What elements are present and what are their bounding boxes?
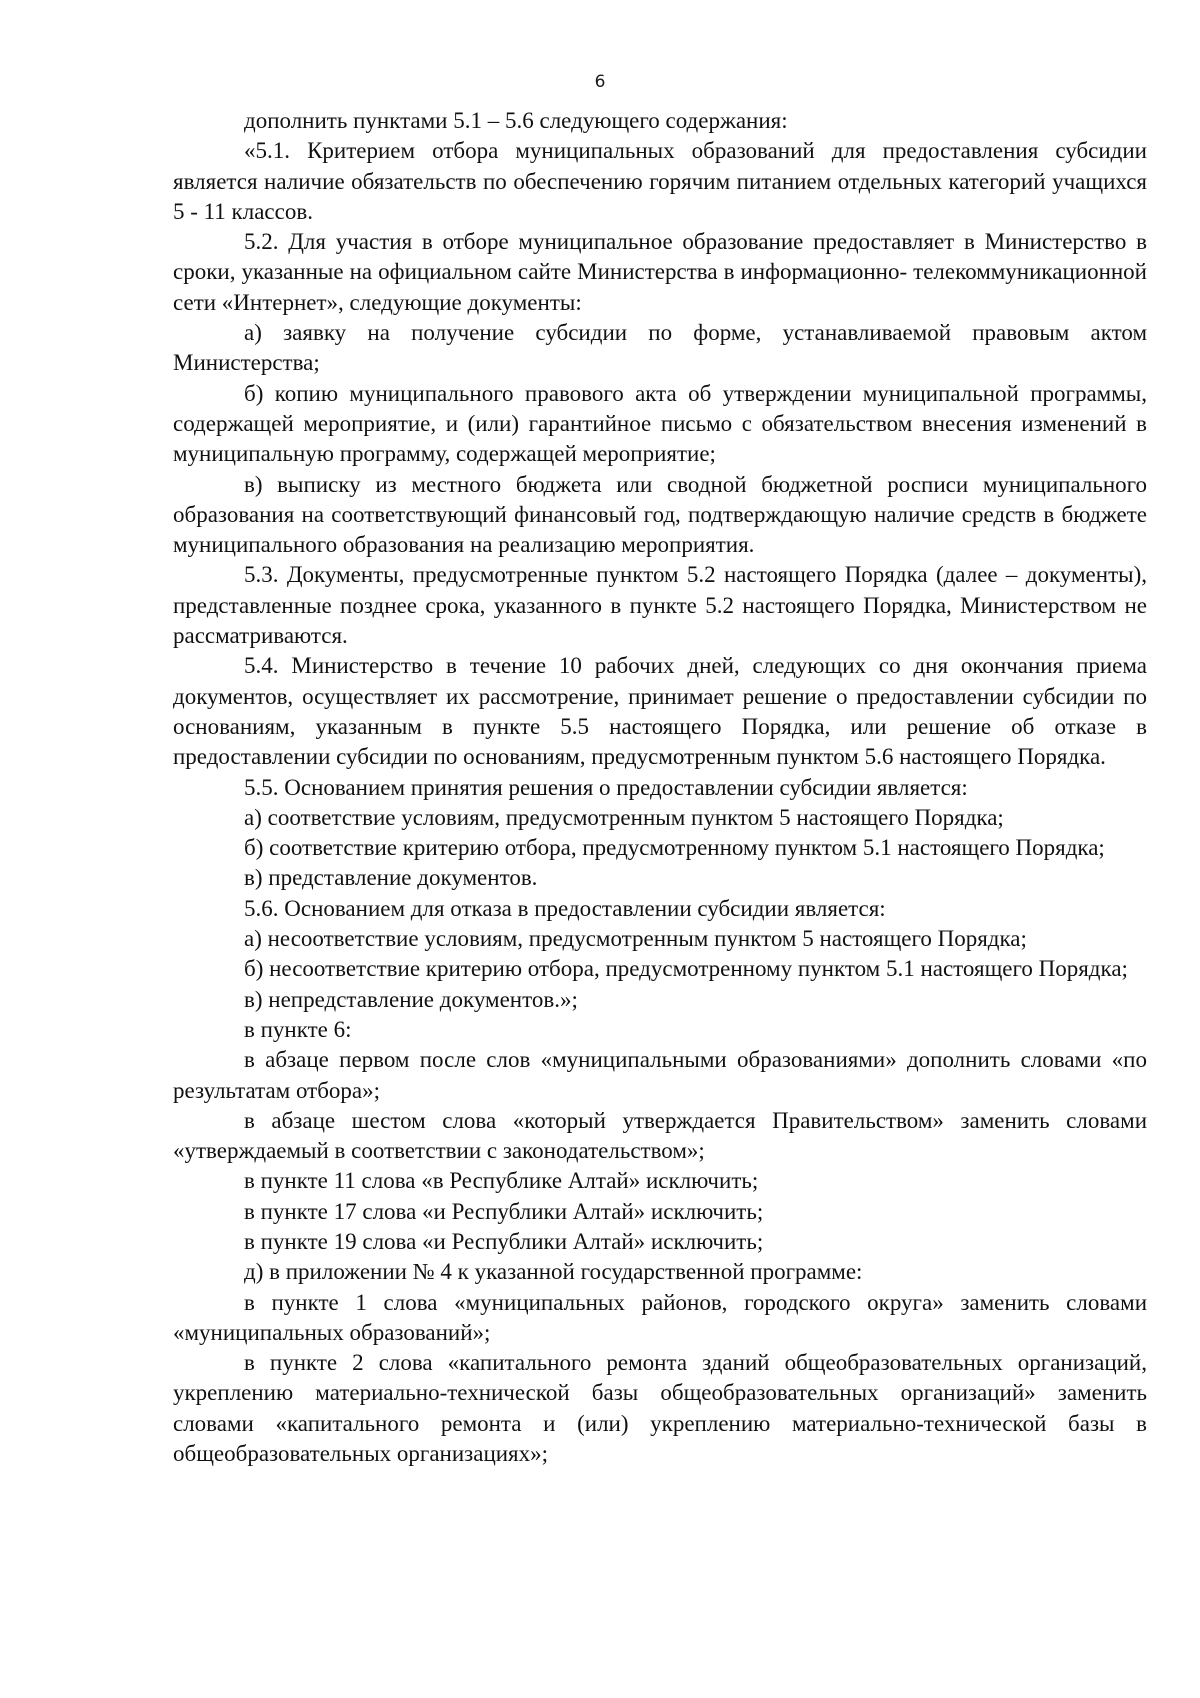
paragraph: в пункте 2 слова «капитального ремонта зданий общеобразовательных организаций, укреплению материально-технической базы общеобразовательных организаций» заменить словами «капитального ремонта и (или) укреплению материально-технической базы в общеобразовательных организациях»; <box>173 1350 1147 1467</box>
document-body <box>173 106 1147 1469</box>
paragraph: в пункте 17 слова «и Республики Алтай» исключить; <box>244 1198 764 1224</box>
page-number: 6 <box>594 72 606 92</box>
paragraph: 5.5. Основанием принятия решения о предоставлении субсидии является: <box>244 774 968 800</box>
paragraph: а) несоответствие условиям, предусмотренным пунктом 5 настоящего Порядка; <box>244 926 1027 952</box>
paragraph: в пункте 1 слова «муниципальных районов, городского округа» заменить словами «муниципальных образований»; <box>173 1289 1147 1345</box>
paragraph: 5.6. Основанием для отказа в предоставлении субсидии является: <box>244 895 886 921</box>
paragraph: б) несоответствие критерию отбора, предусмотренному пунктом 5.1 настоящего Порядка; <box>244 956 1128 982</box>
paragraph: в) представление документов. <box>244 865 538 891</box>
paragraph: «5.1. Критерием отбора муниципальных образований для предоставления субсидии является наличие обязательств по обеспечению горячим питанием отдельных категорий учащихся 5 - 11 классов. <box>173 138 1147 224</box>
paragraph: а) заявку на получение субсидии по форме, устанавливаемой правовым актом Министерства; <box>173 320 1147 376</box>
paragraph: 5.4. Министерство в течение 10 рабочих дней, следующих со дня окончания приема документов, осуществляет их рассмотрение, принимает решение о предоставлении субсидии по основаниям, указанным в пункте 5.5 настоящего Порядка, или решение об отказе в предоставлении субсидии по основаниям, предусмотренным пунктом 5.6 настоящего Порядка. <box>173 653 1147 770</box>
paragraph: в) непредставление документов.»; <box>244 986 578 1012</box>
paragraph: в пункте 19 слова «и Республики Алтай» исключить; <box>244 1228 764 1254</box>
paragraph: в пункте 11 слова «в Республике Алтай» исключить; <box>244 1168 759 1194</box>
paragraph: в абзаце шестом слова «который утверждается Правительством» заменить словами «утверждаемый в соответствии с законодательством»; <box>173 1107 1147 1164</box>
paragraph: б) соответствие критерию отбора, предусмотренному пунктом 5.1 настоящего Порядка; <box>244 835 1105 861</box>
paragraph: в пункте 6: <box>244 1016 352 1042</box>
paragraph: 5.2. Для участия в отборе муниципальное образование предоставляет в Министерство в сроки, указанные на официальном сайте Министерства в информационно- телекоммуникационной сети «Интернет», следующие документы: <box>173 229 1147 315</box>
paragraph: в) выписку из местного бюджета или сводной бюджетной росписи муниципального образования на соответствующий финансовый год, подтверждающую наличие средств в бюджете муниципального образования на реализацию мероприятия. <box>173 471 1147 558</box>
paragraph: д) в приложении № 4 к указанной государственной программе: <box>244 1259 863 1285</box>
paragraph: дополнить пунктами 5.1 – 5.6 следующего содержания: <box>244 108 788 133</box>
paragraph: б) копию муниципального правового акта об утверждении муниципальной программы, содержащей мероприятие, и (или) гарантийное письмо с обязательством внесения изменений в муниципальную программу, содержащей мероприятие; <box>173 380 1147 467</box>
paragraph: 5.3. Документы, предусмотренные пунктом 5.2 настоящего Порядка (далее – документы), представленные позднее срока, указанного в пункте 5.2 настоящего Порядка, Министерством не рассматриваются. <box>173 562 1147 649</box>
paragraph: в абзаце первом после слов «муниципальными образованиями» дополнить словами «по результатам отбора»; <box>173 1047 1147 1103</box>
paragraph: а) соответствие условиям, предусмотренным пунктом 5 настоящего Порядка; <box>244 804 1004 830</box>
